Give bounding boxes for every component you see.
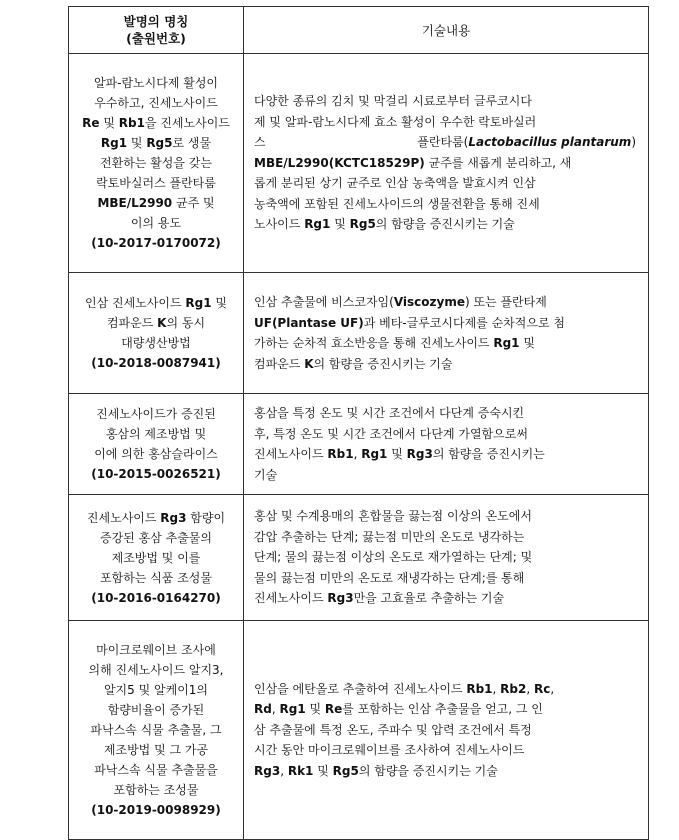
content-line: 기술 (254, 467, 278, 482)
title-line: 알파-람노시다제 활성이 (93, 76, 219, 90)
table-row (69, 54, 649, 273)
application-number: (10-2015-0026521) (91, 467, 221, 481)
content-line: 제 및 알파-람노시다제 효소 활성이 우수한 락토바실러 (254, 114, 537, 129)
invention-title-cell (69, 54, 244, 273)
content-line: 홍삼을 특정 온도 및 시간 조건에서 다단계 증숙시킨 (254, 406, 525, 420)
table-row (69, 394, 649, 495)
content-line: 농축액에 포함된 진세노사이드의 생물전환을 통해 진세 (254, 196, 540, 211)
technology-content-cell (244, 273, 649, 394)
title-line: 파낙스속 식물 추출물, 그 (90, 723, 222, 737)
invention-title-cell (69, 394, 244, 495)
content-line: 후, 특정 온도 및 시간 조건에서 다단계 가열함으로써 (254, 426, 528, 441)
title-line: 전환하는 활성을 갖는 (100, 156, 212, 170)
content-line: UF(Plantase UF)과 베타-글루코시다제를 순차적으로 첨 (254, 315, 565, 330)
technology-content-cell (244, 495, 649, 621)
table-row (69, 495, 649, 621)
application-number: (10-2017-0170072) (91, 236, 221, 250)
title-line: 대량생산방법 (121, 336, 191, 350)
title-line: 제조방법 및 이를 (111, 550, 201, 565)
application-number: (10-2019-0098929) (91, 803, 221, 817)
title-line: 마이크로웨이브 조사에 (96, 643, 216, 657)
header-invention-title (69, 7, 244, 54)
content-line: 감압 추출하는 단계; 끓는점 미만의 온도로 냉각하는 (254, 529, 525, 544)
title-line: 이의 용도 (130, 216, 182, 230)
content-line: 스 플란타룸(Lactobacillus plantarum) (254, 135, 636, 150)
content-line: 노사이드 Rg1 및 Rg5의 함량을 증진시키는 기술 (254, 217, 515, 232)
content-line: 단계; 물의 끓는점 이상의 온도로 재가열하는 단계; 및 (254, 550, 533, 565)
content-line: 시간 동안 마이크로웨이브를 조사하여 진세노사이드 (254, 743, 525, 758)
content-line: 다양한 종류의 김치 및 막걸리 시료로부터 글루코시다 (254, 94, 532, 109)
invention-title-cell (69, 621, 244, 840)
table-row (69, 273, 649, 394)
patent-table (68, 6, 649, 840)
title-line: 의해 진세노사이드 알지3, (88, 663, 224, 677)
application-number: (10-2016-0164270) (91, 590, 221, 605)
technology-content-cell (244, 394, 649, 495)
title-line: 이에 의한 홍삼슬라이스 (94, 447, 218, 461)
title-line: MBE/L2990 균주 및 (97, 196, 215, 210)
title-line: 함량비율이 증가된 (107, 703, 205, 717)
header-title-line2: (출원번호) (126, 31, 186, 46)
table-header-row (69, 7, 649, 54)
title-line: 진세노사이드가 증진된 (96, 407, 216, 421)
title-line: 락토바실러스 플란타룸 (96, 176, 216, 190)
content-line: 인삼을 에탄올로 추출하여 진세노사이드 Rb1, Rb2, Rc, (254, 681, 555, 696)
title-line: 컴파운드 K의 동시 (106, 316, 206, 330)
application-number: (10-2018-0087941) (91, 356, 221, 370)
technology-content-cell (244, 621, 649, 840)
title-line: 알지5 및 알케이1의 (103, 683, 209, 697)
content-line: 홍삼 및 수계용매의 혼합물을 끓는점 이상의 온도에서 (254, 509, 532, 524)
title-line: 포함하는 조성물 (113, 783, 199, 797)
title-line: 우수하고, 진세노사이드 (94, 96, 218, 110)
content-line: 물의 끓는점 미만의 온도로 재냉각하는 단계;를 통해 (254, 570, 525, 585)
title-line: 제조방법 및 그 가공 (103, 743, 209, 757)
header-title-line1: 발명의 명칭 (123, 14, 189, 29)
title-line: 파낙스속 식물 추출물을 (94, 763, 218, 777)
title-line: 인삼 진세노사이드 Rg1 및 (85, 296, 227, 310)
title-line: 증강된 홍삼 추출물의 (100, 530, 212, 545)
content-line: 삼 추출물에 특정 온도, 주파수 및 압력 조건에서 특정 (254, 722, 532, 737)
content-line: 롭게 분리된 상기 균주로 인삼 농축액을 발효시켜 인삼 (254, 176, 536, 191)
title-line: 진세노사이드 Rg3 함량이 (86, 510, 226, 525)
content-line: MBE/L2990(KCTC18529P) 균주를 새롭게 분리하고, 새 (254, 155, 572, 170)
title-line: 홍삼의 제조방법 및 (105, 427, 207, 441)
technology-content-cell (244, 54, 649, 273)
content-line: 컴파운드 K의 함량을 증진시키는 기술 (254, 356, 453, 371)
content-line: 가하는 순차적 효소반응을 통해 진세노사이드 Rg1 및 (254, 336, 535, 350)
header-content: 기술내용 (244, 7, 649, 54)
invention-title-cell (69, 495, 244, 621)
table-row (69, 621, 649, 840)
content-line: 진세노사이드 Rg3만을 고효율로 추출하는 기술 (254, 591, 505, 606)
content-line: 진세노사이드 Rb1, Rg1 및 Rg3의 함량을 증진시키는 (254, 447, 545, 461)
title-line: Rg1 및 Rg5로 생물 (100, 136, 212, 150)
invention-title-cell (69, 273, 244, 394)
title-line: Re 및 Rb1을 진세노사이드 (82, 116, 230, 130)
title-line: 포함하는 식품 조성물 (100, 570, 212, 585)
content-line: 인삼 추출물에 비스코자임(Viscozyme) 또는 플란타제 (254, 295, 547, 309)
content-line: Rg3, Rk1 및 Rg5의 함량을 증진시키는 기술 (254, 763, 498, 778)
content-line: Rd, Rg1 및 Re를 포함하는 인삼 추출물을 얻고, 그 인 (254, 702, 543, 717)
